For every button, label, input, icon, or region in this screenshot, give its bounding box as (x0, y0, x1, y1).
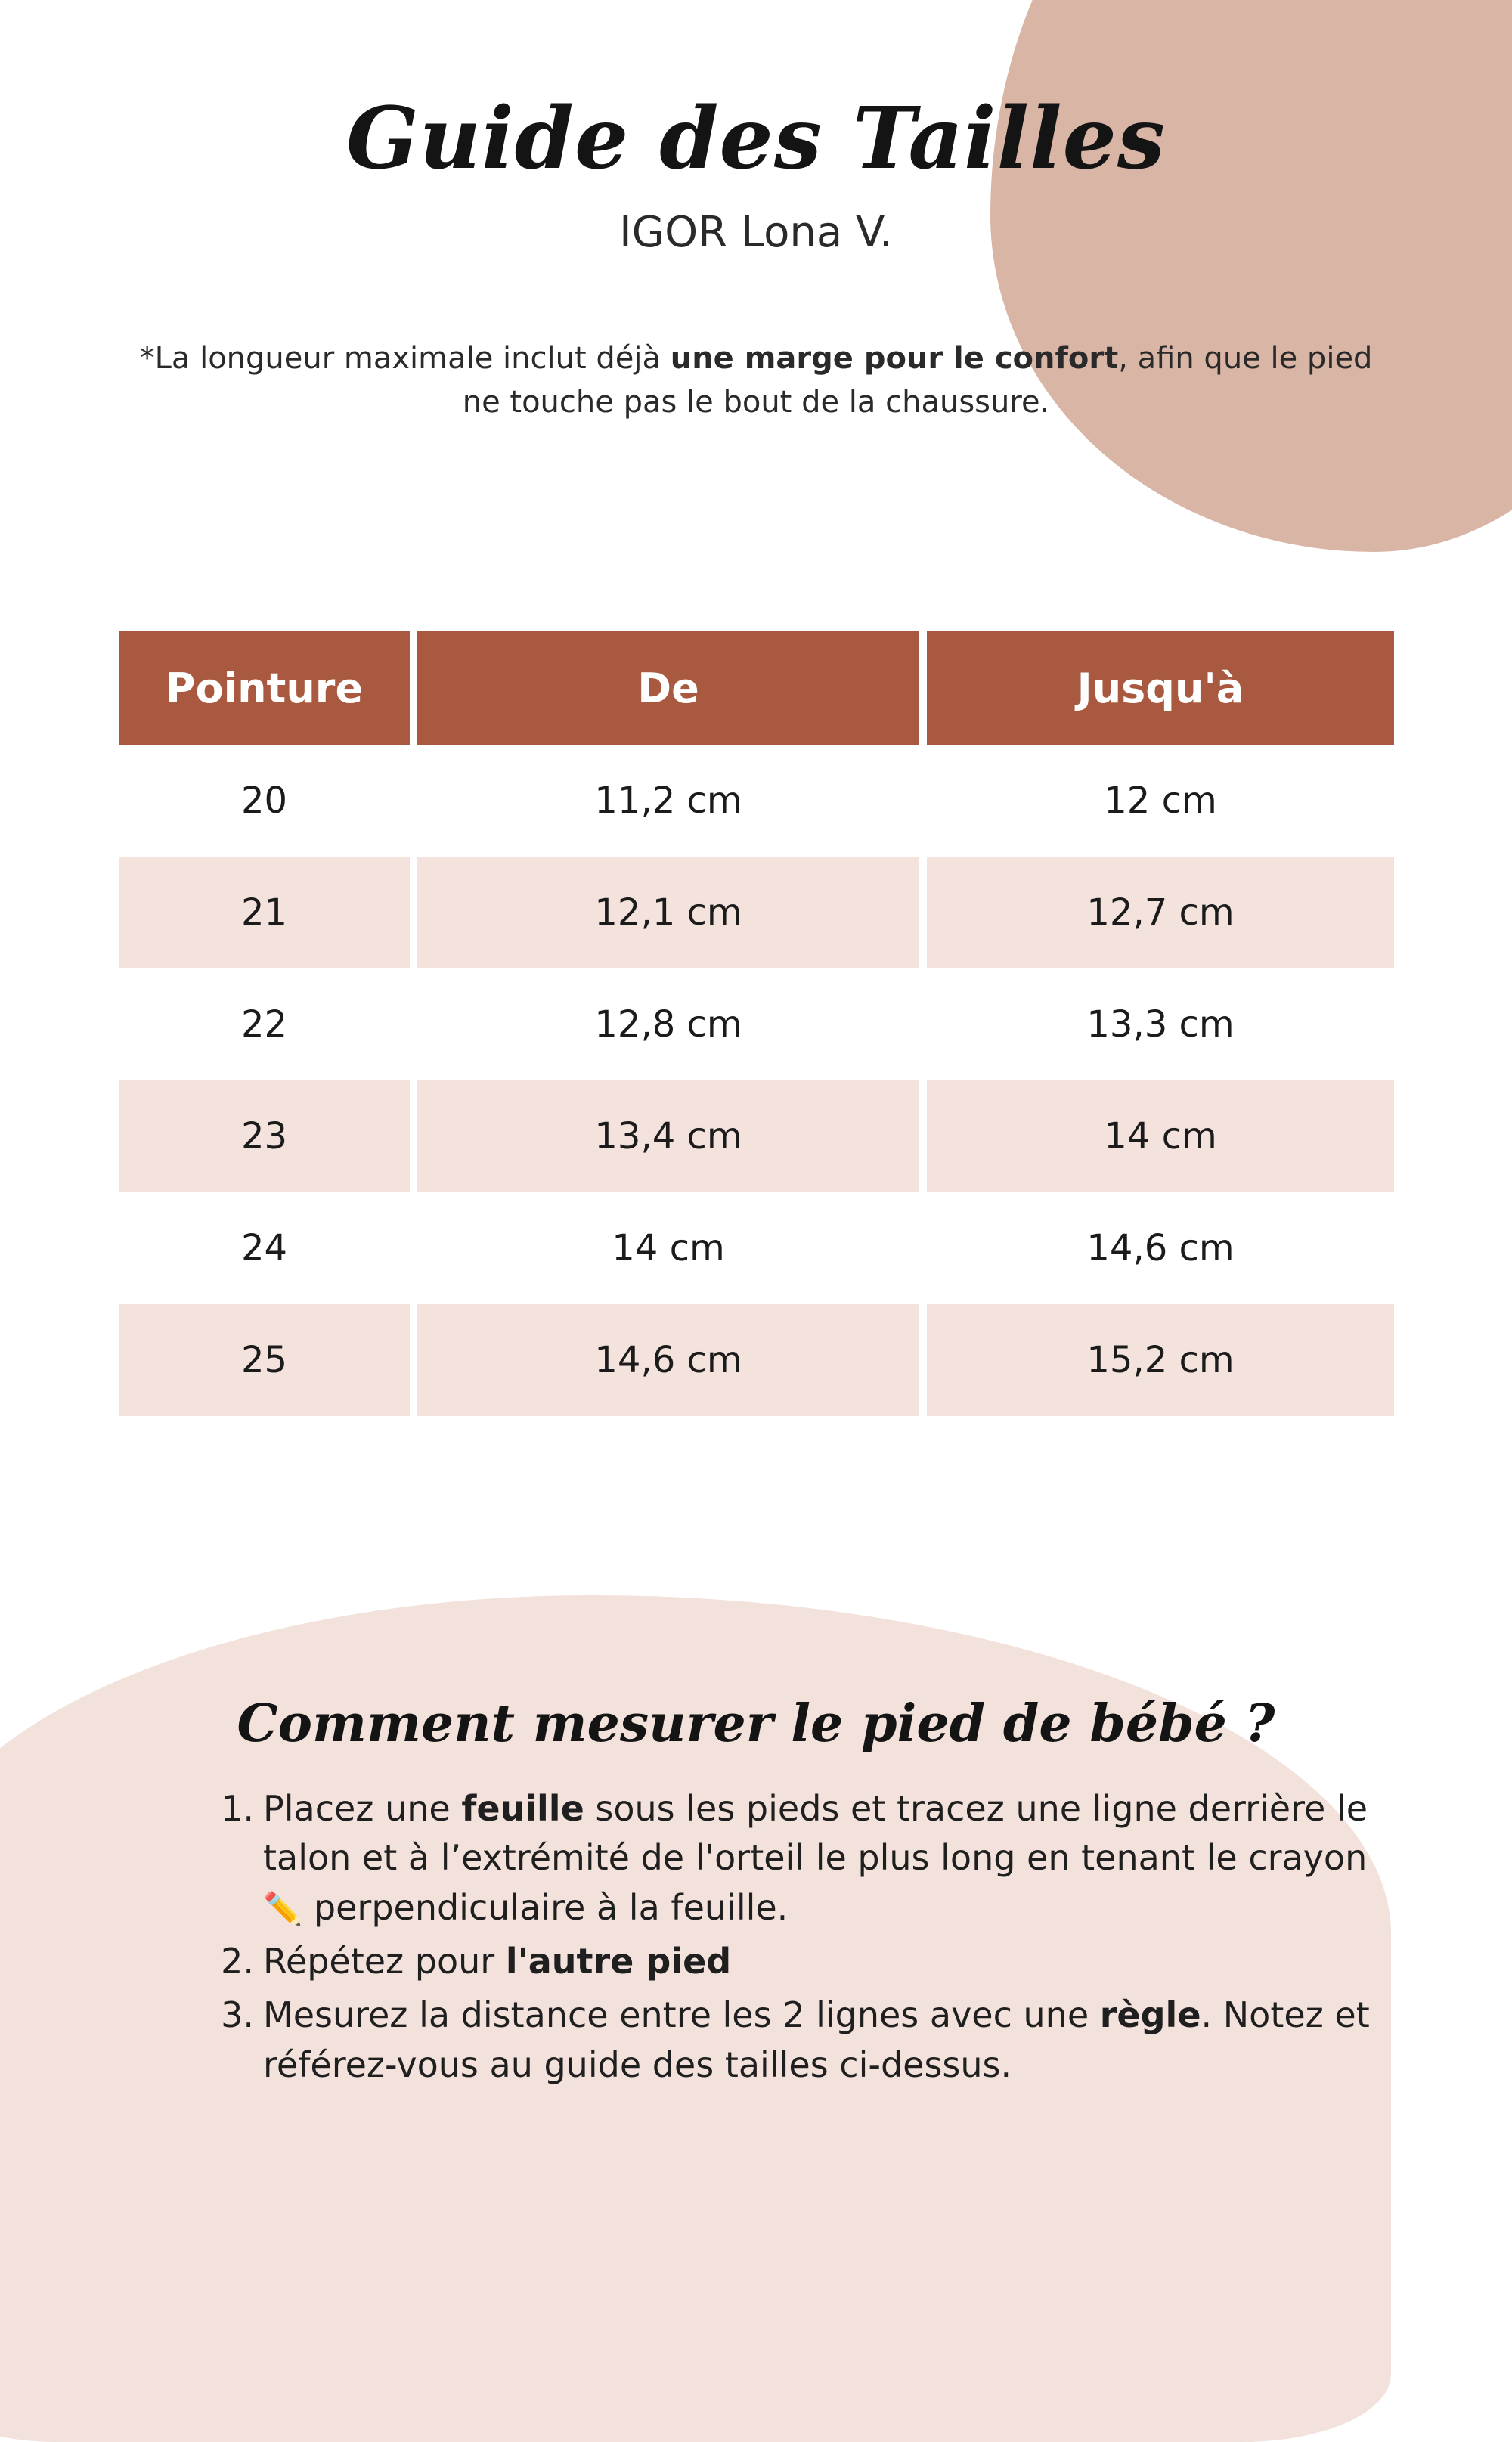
comfort-note-line1-bold: une marge pour le confort (670, 341, 1119, 376)
cell-jusqua: 12,7 cm (927, 857, 1394, 968)
list-item (204, 1991, 1383, 2090)
cell-jusqua: 14,6 cm (1086, 1227, 1235, 1269)
step1-part1: Placez une (263, 1788, 462, 1829)
cell-pointure: 25 (119, 1304, 410, 1416)
comfort-note-line1-pre: *La longueur maximale inclut déjà (139, 341, 671, 376)
page-subtitle: IGOR Lona V. (619, 208, 893, 257)
comfort-note (136, 336, 1376, 424)
step3-bold: règle (1099, 1994, 1201, 2036)
cell-de: 13,4 cm (417, 1080, 919, 1192)
cell-de: 11,2 cm (594, 779, 742, 822)
cell-pointure: 24 (240, 1227, 288, 1269)
step-text (263, 1937, 1383, 1986)
column-header-de: De (417, 631, 919, 745)
step1-part2: sous les pieds et tracez une ligne derrière le talon et à l’extrémité de l'orteil le plus long en tenant le crayon (263, 1788, 1368, 1879)
cell-pointure: 22 (240, 1003, 288, 1046)
how-to-title: Comment mesurer le pied de bébé ? (237, 1694, 1275, 1754)
column-header-pointure: Pointure (119, 631, 410, 745)
cell-de: 14 cm (612, 1227, 725, 1269)
table-row (119, 857, 1394, 968)
table-row (119, 968, 1394, 1080)
page-title: Guide des Tailles (346, 89, 1166, 188)
step2-part1: Répétez pour (263, 1940, 506, 1982)
cell-pointure: 23 (119, 1080, 410, 1192)
step-number: 1. (221, 1788, 254, 1829)
table-row (119, 1080, 1394, 1192)
cell-jusqua: 14 cm (927, 1080, 1394, 1192)
step-number: 2. (221, 1940, 254, 1982)
step3-part1: Mesurez la distance entre les 2 lignes avec une (263, 1994, 1100, 2036)
cell-de: 14,6 cm (417, 1304, 919, 1416)
step-text (263, 1784, 1383, 1932)
cell-pointure: 21 (119, 857, 410, 968)
cell-jusqua: 15,2 cm (927, 1304, 1394, 1416)
comfort-note-line2: afin que le pied ne touche pas le bout de la chaussure. (462, 341, 1373, 420)
column-header-jusqua: Jusqu'à (927, 631, 1394, 745)
table-row (119, 1192, 1394, 1304)
step1-bold: feuille (461, 1788, 584, 1829)
step-text (263, 1991, 1383, 2090)
how-to-steps (204, 1784, 1383, 2094)
cell-pointure: 20 (240, 779, 288, 822)
size-table (119, 631, 1394, 1416)
cell-de: 12,8 cm (594, 1003, 742, 1046)
cell-jusqua: 13,3 cm (1086, 1003, 1235, 1046)
step3-part2: . Notez et référez-vous au guide des tailles ci-dessus. (263, 1994, 1370, 2085)
step-number: 3. (221, 1994, 254, 2036)
pencil-icon: ✏️ (263, 1889, 303, 1927)
cell-de: 12,1 cm (417, 857, 919, 968)
table-row (119, 745, 1394, 857)
cell-jusqua: 12 cm (1104, 779, 1217, 822)
list-item (204, 1784, 1383, 1932)
table-header-row (119, 631, 1394, 745)
step1-part3: perpendiculaire à la feuille. (302, 1886, 789, 1928)
table-row (119, 1304, 1394, 1416)
comfort-note-line1-post: , (1118, 341, 1128, 376)
step2-bold: l'autre pied (505, 1940, 732, 1982)
list-item (204, 1937, 1383, 1986)
